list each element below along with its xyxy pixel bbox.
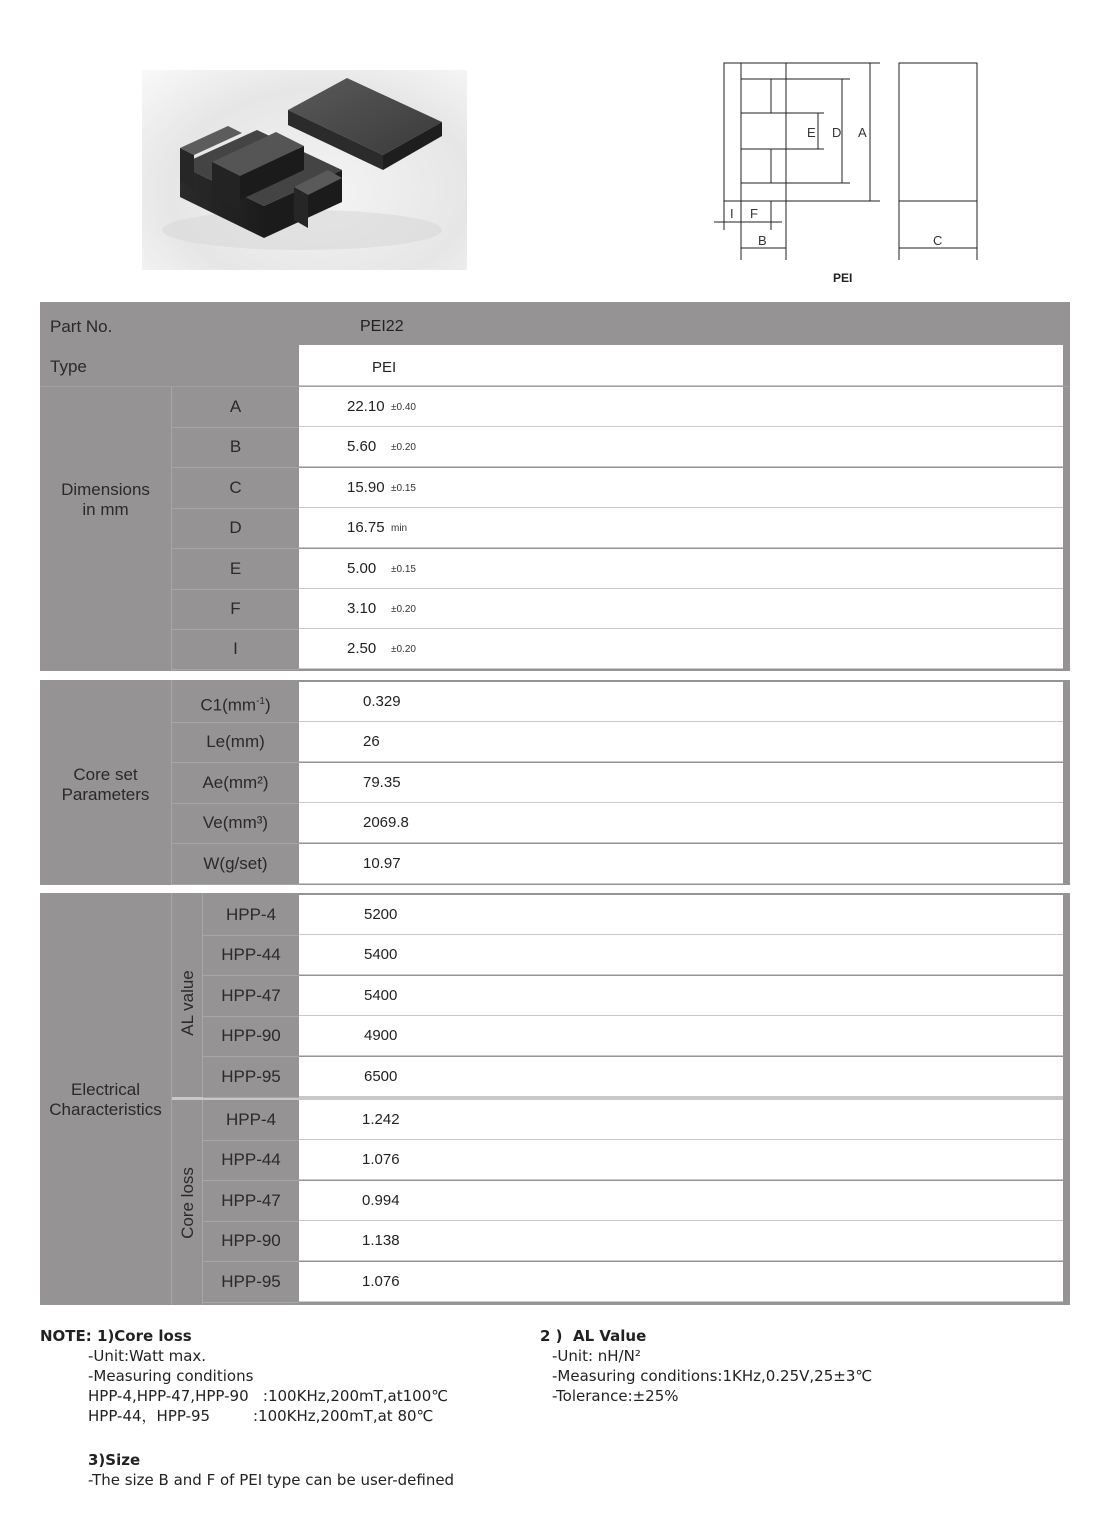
dimensions-group-label: Dimensions in mm	[61, 480, 150, 519]
core-loss-label: Core loss	[178, 1167, 197, 1239]
al-hpp-44-value: 5400	[364, 946, 398, 964]
note-line: -Tolerance:±25%	[552, 1387, 679, 1405]
note-line: -Measuring conditions	[88, 1367, 254, 1385]
core-param-1-label: Le(mm)	[206, 732, 265, 752]
notes-left	[40, 1326, 454, 1490]
dim-c-value-cell	[299, 468, 1063, 508]
loss-hpp-4-value-cell	[299, 1100, 1063, 1140]
loss-hpp-4-value: 1.242	[362, 1111, 400, 1128]
dim-a-label: A	[229, 397, 242, 416]
loss-hpp-90-value-cell	[299, 1221, 1063, 1261]
core-param-2-label: Ae(mm²)	[202, 772, 269, 792]
al-hpp-4-value-cell	[299, 895, 1063, 935]
dim-b-tolerance: ±0.20	[391, 442, 416, 454]
dim-label-e: E	[807, 125, 816, 140]
al-hpp-95-label: HPP-95	[221, 1066, 281, 1086]
dim-b-value-cell	[299, 427, 1063, 467]
dim-label-d: D	[832, 125, 842, 140]
loss-hpp-47-value-cell	[299, 1181, 1063, 1221]
core-param-0-value-cell	[299, 682, 1063, 722]
dim-i-value-cell	[299, 629, 1063, 669]
al-hpp-90-label: HPP-90	[221, 1026, 281, 1046]
core-param-3-value-cell	[299, 803, 1063, 843]
note-line: -Measuring conditions:1KHz,0.25V,25±3℃	[552, 1367, 873, 1385]
core-set-table	[40, 680, 1070, 885]
part-no-label: Part No.	[50, 317, 113, 336]
dim-label-c: C	[933, 233, 943, 248]
loss-hpp-44-label: HPP-44	[221, 1150, 281, 1170]
electrical-table	[40, 893, 1070, 1305]
core-param-4-label: W(g/set)	[203, 853, 268, 873]
al-hpp-44-label: HPP-44	[221, 945, 281, 965]
dim-d-value-cell	[299, 508, 1063, 548]
core-param-1-value-cell	[299, 722, 1063, 762]
core-param-4-value-cell	[299, 844, 1063, 884]
dim-f-tolerance: ±0.20	[391, 604, 416, 615]
loss-hpp-95-label: HPP-95	[221, 1271, 281, 1291]
al-value-label: AL value	[178, 970, 197, 1036]
loss-hpp-90-value: 1.138	[362, 1232, 400, 1250]
dim-b-value: 5.60	[347, 438, 377, 456]
dim-e-label: E	[229, 558, 242, 578]
dim-f-label: F	[230, 599, 241, 618]
loss-hpp-90-label: HPP-90	[221, 1231, 281, 1251]
type-value: PEI	[372, 359, 397, 376]
core-param-0-label: $C1(mm^{-1})$	[200, 695, 271, 715]
dim-a-value: 22.10	[347, 398, 385, 415]
al-hpp-90-value: 4900	[364, 1027, 398, 1045]
dim-a-tolerance: ±0.40	[391, 402, 416, 413]
loss-hpp-47-label: HPP-47	[221, 1190, 281, 1210]
note-core-loss-heading: NOTE: 1)Core loss	[40, 1327, 192, 1345]
note-line: HPP-44，HPP-95 :100KHz,200mT,at 80℃	[88, 1407, 434, 1425]
core-illustration	[142, 70, 467, 270]
dim-label-b: B	[758, 233, 767, 248]
dim-f-value-cell	[299, 589, 1063, 629]
core-param-2-value-cell	[299, 763, 1063, 803]
dim-c-value: 15.90	[347, 478, 385, 496]
core-param-1-value: 26	[363, 733, 380, 751]
al-hpp-95-value-cell	[299, 1057, 1063, 1097]
al-hpp-90-value-cell	[299, 1016, 1063, 1056]
dim-d-value: 16.75	[347, 519, 385, 537]
part-no-value: PEI22	[360, 318, 404, 335]
note-line: HPP-4,HPP-47,HPP-90 :100KHz,200mT,at100℃	[88, 1387, 449, 1405]
loss-hpp-44-value: 1.076	[362, 1151, 400, 1169]
al-hpp-95-value: 6500	[364, 1067, 398, 1085]
core-product-photo	[142, 70, 467, 270]
al-hpp-47-value: 5400	[364, 986, 398, 1004]
al-hpp-47-label: HPP-47	[221, 985, 281, 1005]
al-hpp-47-value-cell	[299, 976, 1063, 1016]
dim-label-f: F	[750, 206, 758, 221]
dimensions-table	[40, 302, 1070, 671]
dimension-drawing-svg	[690, 55, 1010, 295]
loss-hpp-44-value-cell	[299, 1140, 1063, 1180]
loss-hpp-4-label: HPP-4	[225, 1110, 277, 1129]
note-line: -Unit: nH/N²	[552, 1347, 641, 1365]
dim-f-value: 3.10	[347, 600, 377, 617]
core-param-3-label: Ve(mm³)	[202, 813, 269, 833]
dim-label-a: A	[858, 125, 867, 140]
dim-label-i: I	[730, 206, 734, 221]
loss-hpp-95-value-cell	[299, 1262, 1063, 1302]
dimension-drawing: E D A I F B C PEI	[690, 55, 1010, 295]
dim-a-value-cell	[299, 387, 1063, 427]
notes-right	[540, 1326, 872, 1406]
note-size-heading: 3)Size	[88, 1451, 141, 1469]
electrical-group-label: Electrical Characteristics	[49, 1080, 162, 1119]
core-param-2-value: 79.35	[363, 773, 401, 791]
al-hpp-4-value: 5200	[364, 906, 398, 923]
al-hpp-44-value-cell	[299, 935, 1063, 975]
type-label: Type	[50, 357, 87, 376]
loss-hpp-47-value: 0.994	[362, 1191, 400, 1209]
core-param-0-value: 0.329	[363, 693, 401, 710]
dim-c-label: C	[229, 477, 242, 497]
dim-c-tolerance: ±0.15	[391, 482, 416, 494]
core-set-group-label: Core set Parameters	[61, 765, 150, 804]
dim-i-label: I	[233, 639, 238, 659]
dim-d-tolerance: min	[391, 523, 408, 535]
core-param-3-value: 2069.8	[363, 814, 409, 832]
loss-hpp-95-value: 1.076	[362, 1272, 400, 1290]
type-row	[299, 345, 1063, 386]
note-size-line: -The size B and F of PEI type can be user-defined	[88, 1471, 455, 1489]
core-param-4-value: 10.97	[363, 854, 401, 872]
al-hpp-4-label: HPP-4	[225, 905, 277, 924]
dim-d-label: D	[229, 518, 242, 538]
note-line: -Unit:Watt max.	[88, 1347, 207, 1365]
note-al-heading: 2 ) AL Value	[540, 1327, 647, 1345]
dim-e-tolerance: ±0.15	[391, 563, 416, 575]
dim-b-label: B	[229, 437, 242, 457]
dim-e-value: 5.00	[347, 559, 377, 577]
dim-i-value: 2.50	[347, 640, 377, 658]
dim-i-tolerance: ±0.20	[391, 644, 416, 656]
dim-e-value-cell	[299, 549, 1063, 589]
